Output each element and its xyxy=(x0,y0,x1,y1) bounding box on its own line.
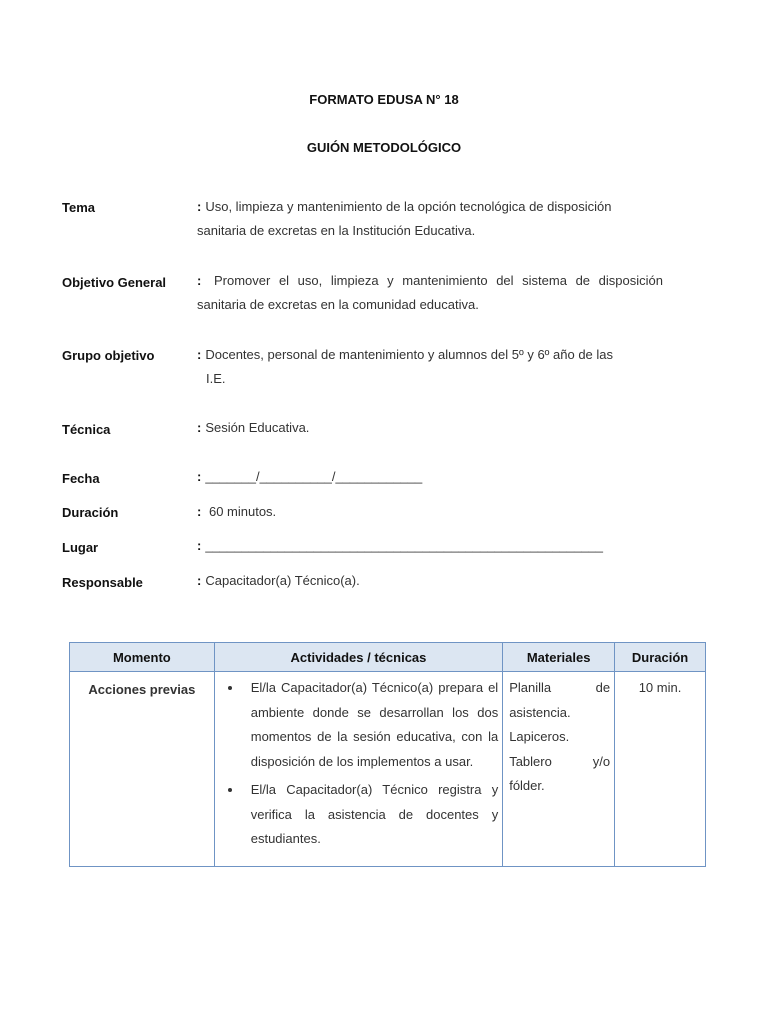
tema-line2: sanitaria de excretas en la Institución Educativa. xyxy=(197,223,476,238)
objetivo-value xyxy=(197,269,663,317)
methodology-table xyxy=(69,642,706,867)
document-subtitle: GUIÓN METODOLÓGICO xyxy=(306,140,462,155)
duracion-label: Duración xyxy=(62,505,119,520)
materiales-line: Planilla de xyxy=(509,680,611,695)
document-title: FORMATO EDUSA N° 18 xyxy=(309,92,459,107)
tema-value xyxy=(197,195,611,243)
header-duracion: Duración xyxy=(615,643,706,672)
colon: : xyxy=(197,199,202,214)
fecha-blank: _______/__________/____________ xyxy=(205,469,423,484)
colon: : xyxy=(197,573,202,588)
tema-label: Tema xyxy=(62,200,95,215)
materiales-line: Tablero y/o xyxy=(509,753,611,769)
fecha-value xyxy=(197,465,422,489)
grupo-line1: Docentes, personal de mantenimiento y alumnos del 5º y 6º año de las xyxy=(205,347,614,362)
objetivo-line1: Promover el uso, limpieza y mantenimiento del sistema de disposición xyxy=(213,273,663,288)
tema-line1: Uso, limpieza y mantenimiento de la opción tecnológica de disposición xyxy=(205,199,612,214)
tecnica-label: Técnica xyxy=(62,422,111,437)
colon: : xyxy=(197,420,202,435)
list-item: • El/la Capacitador(a) Técnico registra y verifica la asistencia de docentes y estudiantes. xyxy=(243,778,498,852)
colon: : xyxy=(197,469,202,484)
materiales-cell xyxy=(503,672,615,867)
tecnica-text: Sesión Educativa. xyxy=(205,420,310,435)
objetivo-line2: sanitaria de excretas en la comunidad educativa. xyxy=(197,297,479,312)
materiales-line: fólder. xyxy=(509,778,545,793)
table-header-row xyxy=(70,643,706,672)
list-item: • El/la Capacitador(a) Técnico(a) prepara el ambiente donde se desarrollan los dos momentos de la sesión educativa, con la disposición de los implementos a usar. xyxy=(243,676,498,774)
duracion-text: 60 minutos. xyxy=(208,504,277,519)
header-materiales: Materiales xyxy=(503,643,615,672)
responsable-label: Responsable xyxy=(62,575,143,590)
colon: : xyxy=(197,538,202,553)
actividades-cell xyxy=(214,672,502,867)
objetivo-label: Objetivo General xyxy=(62,275,167,290)
colon: : xyxy=(197,504,202,519)
momento-cell: Acciones previas xyxy=(70,672,215,867)
lugar-value xyxy=(197,534,603,558)
tecnica-value xyxy=(197,416,309,440)
materiales-line: Lapiceros. xyxy=(509,729,570,744)
grupo-value xyxy=(197,343,613,391)
grupo-line2: I.E. xyxy=(206,371,226,386)
responsable-text: Capacitador(a) Técnico(a). xyxy=(205,573,360,588)
responsable-value xyxy=(197,569,360,593)
colon: : xyxy=(197,347,202,362)
fecha-label: Fecha xyxy=(62,471,100,486)
header-actividades: Actividades / técnicas xyxy=(214,643,502,672)
header-momento: Momento xyxy=(70,643,215,672)
lugar-label: Lugar xyxy=(62,540,99,555)
duracion-cell: 10 min. xyxy=(615,672,706,867)
materiales-line: asistencia. xyxy=(509,704,571,720)
grupo-label: Grupo objetivo xyxy=(62,348,155,363)
table-row xyxy=(70,672,706,867)
lugar-blank: _______________________________________________________ xyxy=(205,538,603,553)
duracion-value xyxy=(197,500,276,524)
actividades-list xyxy=(223,676,498,852)
colon: : xyxy=(197,273,202,288)
